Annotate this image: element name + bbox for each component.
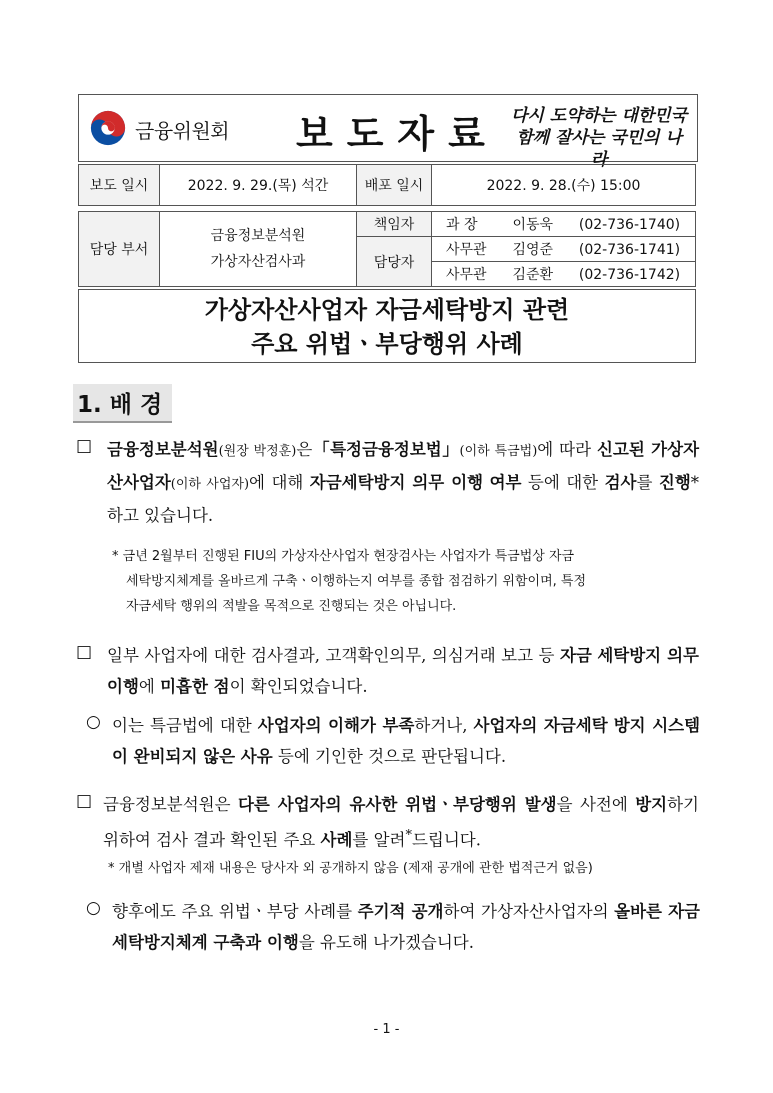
contact-info-table [78,211,696,287]
government-emblem-icon [89,109,127,147]
contact-person-row: 과 장 이동욱 (02-736-1740) [432,212,696,237]
square-bullet: □ [76,791,93,811]
circle-bullet: ○ [86,898,101,918]
press-header [78,94,698,170]
distribution-date-value: 2022. 9. 28.(수) 15:00 [432,165,696,206]
square-bullet: □ [76,436,93,456]
document-type-title: 보도자료 [296,112,499,156]
department-label: 담당 부서 [79,212,160,287]
organization-name: 금융위원회 [135,119,230,143]
responsible-label: 책임자 [357,212,432,237]
paragraph-findings: 일부 사업자에 대한 검사결과, 고객확인의무, 의심거래 보고 등 자금 세탁방지 의무 이행에 미흡한 점이 확인되었습니다. [107,646,699,696]
paragraph-background: 금융정보분석원(원장 박정훈)은「특정금융정보법」(이하 특금법)에 따라 신고된 가상자산사업자(이하 사업자)에 대해 자금세탁방지 의무 이행 여부 등에 대한 검사를 진행*하고 있습니다. [107,440,700,525]
government-slogan: 다시 도약하는 대한민국 함께 잘사는 국민의 나라 [510,106,688,170]
department-name: 금융정보분석원 가상자산검사과 [160,212,357,287]
page-number: - 1 - [373,1022,400,1037]
section-heading: 1. 배 경 [73,384,172,423]
paragraph-future-plan: 향후에도 주요 위법ㆍ부당 사례를 주기적 공개하여 가상자산사업자의 올바른 자금세탁방지체계 구축과 이행을 유도해 나가겠습니다. [112,902,700,952]
contact-person-row: 사무관 김영준 (02-736-1741) [432,237,696,262]
footnote-inspection: * 금년 2월부터 진행된 FIU의 가상자산사업자 현장검사는 사업자가 특금법상 자금 세탁방지체계를 올바르게 구축ㆍ이행하는지 여부를 종합 점검하기 위함이며, 특정 자금세탁 행위의 적발을 목적으로 진행되는 것은 아닙니다. [112,549,587,614]
footnote-sanctions: * 개별 사업자 제재 내용은 당사자 외 공개하지 않음 (제재 공개에 관한 법적근거 없음) [108,861,593,876]
staff-label: 담당자 [357,237,432,287]
circle-bullet: ○ [86,712,101,732]
release-info-table [78,164,696,206]
distribution-date-label: 배포 일시 [357,165,432,206]
main-title: 가상자산사업자 자금세탁방지 관련 주요 위법ㆍ부당행위 사례 [78,289,696,363]
square-bullet: □ [76,642,93,662]
paragraph-purpose: 금융정보분석원은 다른 사업자의 유사한 위법ㆍ부당행위 발생을 사전에 방지하기 위하여 검사 결과 확인된 주요 사례를 알려*드립니다. [103,795,699,850]
paragraph-cause: 이는 특금법에 대한 사업자의 이해가 부족하거나, 사업자의 자금세탁 방지 시스템이 완비되지 않은 사유 등에 기인한 것으로 판단됩니다. [112,716,701,766]
contact-person-row: 사무관 김준환 (02-736-1742) [432,262,696,287]
release-date-value: 2022. 9. 29.(목) 석간 [160,165,357,206]
release-date-label: 보도 일시 [79,165,160,206]
